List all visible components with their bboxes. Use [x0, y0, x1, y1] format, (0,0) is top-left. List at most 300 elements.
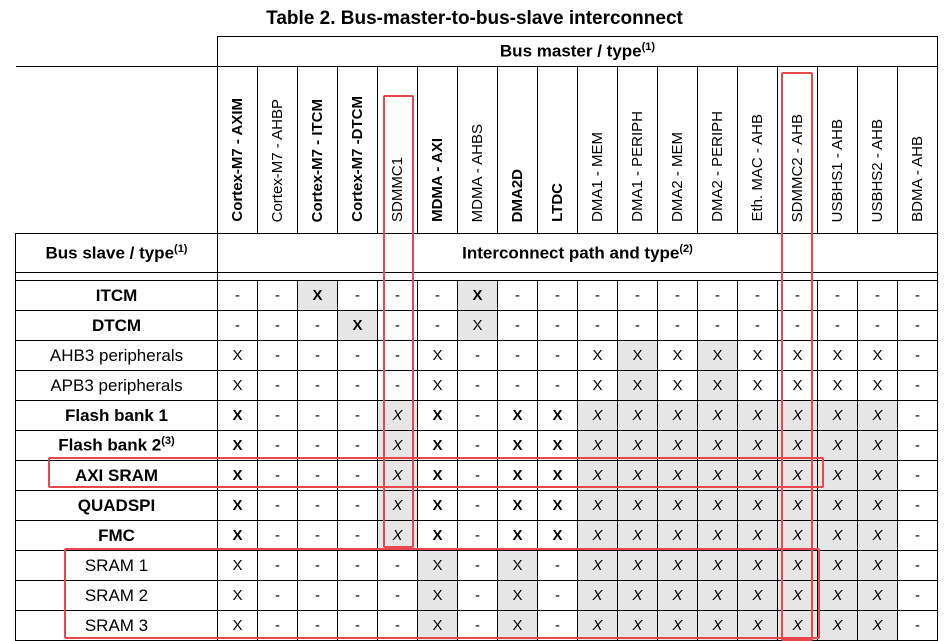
- interconnect-cell: -: [258, 311, 298, 341]
- interconnect-cell: X: [658, 581, 698, 611]
- interconnect-cell: X: [658, 551, 698, 581]
- interconnect-cell: X: [658, 521, 698, 551]
- interconnect-cell: -: [418, 311, 458, 341]
- interconnect-cell: X: [778, 371, 818, 401]
- interconnect-cell: X: [778, 401, 818, 431]
- interconnect-cell: -: [258, 611, 298, 641]
- master-header-cell: [458, 67, 498, 234]
- interconnect-cell: X: [578, 431, 618, 461]
- interconnect-cell: -: [378, 371, 418, 401]
- interconnect-cell: X: [818, 491, 858, 521]
- interconnect-cell: X: [818, 551, 858, 581]
- master-name: MDMA - AXI: [429, 138, 446, 222]
- interconnect-cell: X: [498, 461, 538, 491]
- interconnect-cell: -: [258, 551, 298, 581]
- master-header-cell: [698, 67, 738, 234]
- interconnect-cell: -: [498, 341, 538, 371]
- interconnect-cell: X: [578, 401, 618, 431]
- interconnect-cell: X: [658, 401, 698, 431]
- interconnect-cell: -: [338, 401, 378, 431]
- table-row: [16, 491, 938, 521]
- interconnect-cell: -: [378, 581, 418, 611]
- slave-name-cell: [16, 521, 218, 551]
- interconnect-cell: -: [538, 551, 578, 581]
- interconnect-cell: -: [298, 551, 338, 581]
- interconnect-cell: -: [338, 461, 378, 491]
- interconnect-cell: X: [578, 581, 618, 611]
- interconnect-cell: -: [258, 401, 298, 431]
- interconnect-cell: -: [498, 311, 538, 341]
- interconnect-cell: X: [818, 371, 858, 401]
- interconnect-cell: -: [338, 341, 378, 371]
- interconnect-cell: X: [658, 341, 698, 371]
- master-name: SDMMC1: [389, 156, 406, 222]
- interconnect-cell: X: [498, 431, 538, 461]
- master-name: DMA2 - PERIPH: [709, 111, 726, 222]
- interconnect-cell: -: [258, 491, 298, 521]
- interconnect-cell: -: [378, 311, 418, 341]
- interconnect-cell: X: [618, 341, 658, 371]
- bus-slave-header: [16, 234, 218, 273]
- interconnect-cell: X: [698, 611, 738, 641]
- interconnect-cell: -: [698, 281, 738, 311]
- interconnect-cell: X: [738, 371, 778, 401]
- interconnect-cell: X: [858, 341, 898, 371]
- interconnect-cell: X: [858, 521, 898, 551]
- slave-note: (3): [161, 435, 175, 448]
- interconnect-cell: X: [218, 611, 258, 641]
- interconnect-cell: -: [298, 401, 338, 431]
- interconnect-cell: X: [498, 491, 538, 521]
- interconnect-cell: X: [858, 491, 898, 521]
- interconnect-cell: X: [338, 311, 378, 341]
- slave-name: APB3 peripherals: [50, 375, 183, 395]
- interconnect-cell: -: [298, 611, 338, 641]
- slave-name-cell: [16, 371, 218, 401]
- master-name: Cortex-M7 -DTCM: [349, 96, 366, 222]
- interconnect-cell: -: [378, 281, 418, 311]
- interconnect-cell: X: [738, 551, 778, 581]
- interconnect-cell: -: [218, 311, 258, 341]
- interconnect-cell: -: [338, 371, 378, 401]
- slave-name: SRAM 1: [84, 555, 149, 575]
- interconnect-cell: -: [818, 281, 858, 311]
- interconnect-cell: -: [378, 551, 418, 581]
- slave-name: AHB3 peripherals: [49, 345, 184, 365]
- interconnect-cell: -: [338, 551, 378, 581]
- interconnect-cell: X: [738, 491, 778, 521]
- master-header-cell: [618, 67, 658, 234]
- master-name: DMA1 - PERIPH: [629, 111, 646, 222]
- interconnect-cell: X: [298, 281, 338, 311]
- interconnect-cell: -: [778, 281, 818, 311]
- interconnect-cell: -: [458, 611, 498, 641]
- master-header-cell: [378, 67, 418, 234]
- bus-slave-note: (1): [174, 242, 188, 255]
- interconnect-cell: X: [218, 491, 258, 521]
- interconnect-cell: -: [458, 431, 498, 461]
- interconnect-cell: -: [458, 341, 498, 371]
- interconnect-cell: X: [618, 461, 658, 491]
- interconnect-cell: X: [458, 311, 498, 341]
- interconnect-cell: -: [498, 281, 538, 311]
- interconnect-cell: X: [578, 491, 618, 521]
- interconnect-cell: X: [778, 611, 818, 641]
- slave-name: SRAM 2: [84, 585, 149, 605]
- interconnect-cell: X: [778, 581, 818, 611]
- interconnect-cell: X: [738, 461, 778, 491]
- slave-name-cell: [16, 431, 218, 461]
- interconnect-cell: X: [818, 521, 858, 551]
- slave-name-cell: [16, 491, 218, 521]
- interconnect-cell: -: [338, 431, 378, 461]
- interconnect-cell: -: [378, 611, 418, 641]
- interconnect-cell: X: [538, 521, 578, 551]
- interconnect-cell: -: [898, 371, 938, 401]
- interconnect-cell: X: [658, 461, 698, 491]
- slave-name-cell: [16, 401, 218, 431]
- interconnect-cell: X: [738, 401, 778, 431]
- table-row: [16, 401, 938, 431]
- master-name: Cortex-M7 - AHBP: [269, 98, 286, 222]
- interconnect-cell: X: [738, 611, 778, 641]
- interconnect-cell: -: [898, 311, 938, 341]
- master-name: DMA1 - MEM: [589, 132, 606, 222]
- table-body: [16, 281, 938, 641]
- interconnect-cell: X: [538, 431, 578, 461]
- interconnect-cell: X: [858, 371, 898, 401]
- interconnect-cell: X: [818, 461, 858, 491]
- master-header-cell: [218, 67, 258, 234]
- master-header-cell: [578, 67, 618, 234]
- interconnect-cell: -: [898, 581, 938, 611]
- interconnect-cell: X: [218, 431, 258, 461]
- master-header-cell: [418, 67, 458, 234]
- interconnect-cell: X: [698, 341, 738, 371]
- interconnect-cell: X: [818, 431, 858, 461]
- interconnect-cell: X: [658, 371, 698, 401]
- bus-master-header-row: [16, 37, 938, 67]
- interconnect-cell: -: [898, 281, 938, 311]
- interconnect-cell: -: [858, 311, 898, 341]
- interconnect-cell: X: [418, 371, 458, 401]
- interconnect-cell: X: [698, 401, 738, 431]
- table-row: [16, 341, 938, 371]
- interconnect-cell: -: [298, 581, 338, 611]
- interconnect-cell: X: [618, 551, 658, 581]
- table-row: [16, 461, 938, 491]
- table-row: [16, 311, 938, 341]
- interconnect-cell: -: [418, 281, 458, 311]
- interconnect-cell: X: [418, 551, 458, 581]
- interconnect-cell: X: [778, 341, 818, 371]
- interconnect-cell: -: [538, 341, 578, 371]
- interconnect-cell: -: [458, 491, 498, 521]
- interconnect-cell: -: [618, 311, 658, 341]
- bus-master-header: [218, 37, 938, 67]
- interconnect-path-header: [218, 234, 938, 273]
- interconnect-cell: -: [658, 311, 698, 341]
- master-header-cell: [538, 67, 578, 234]
- interconnect-cell: -: [258, 431, 298, 461]
- master-name: LTDC: [549, 183, 566, 222]
- interconnect-cell: X: [218, 551, 258, 581]
- spacer-row: [16, 273, 938, 281]
- interconnect-cell: X: [778, 491, 818, 521]
- master-name: USBHS2 - AHB: [869, 118, 886, 222]
- master-header-cell: [898, 67, 938, 234]
- interconnect-cell: X: [498, 521, 538, 551]
- slave-name: Flash bank 1: [65, 405, 168, 425]
- bus-master-note: (1): [641, 41, 656, 54]
- interconnect-cell: X: [538, 401, 578, 431]
- interconnect-cell: -: [258, 281, 298, 311]
- interconnect-cell: X: [418, 461, 458, 491]
- interconnect-cell: X: [418, 611, 458, 641]
- interconnect-cell: -: [378, 341, 418, 371]
- master-name: SDMMC2 - AHB: [789, 113, 806, 222]
- master-names-row: [16, 67, 938, 234]
- interconnect-cell: X: [578, 341, 618, 371]
- slave-name: SRAM 3: [84, 615, 149, 635]
- interconnect-cell: X: [378, 491, 418, 521]
- master-header-cell: [258, 67, 298, 234]
- slave-name-cell: [16, 551, 218, 581]
- interconnect-cell: X: [858, 611, 898, 641]
- interconnect-cell: X: [858, 461, 898, 491]
- interconnect-cell: -: [258, 521, 298, 551]
- interconnect-cell: -: [898, 401, 938, 431]
- interconnect-cell: X: [618, 371, 658, 401]
- interconnect-cell: -: [698, 311, 738, 341]
- interconnect-cell: -: [898, 461, 938, 491]
- interconnect-cell: -: [298, 521, 338, 551]
- interconnect-cell: X: [698, 521, 738, 551]
- table-row: [16, 371, 938, 401]
- interconnect-cell: X: [378, 521, 418, 551]
- interconnect-cell: -: [458, 401, 498, 431]
- interconnect-cell: -: [258, 341, 298, 371]
- interconnect-cell: -: [898, 431, 938, 461]
- interconnect-cell: X: [418, 581, 458, 611]
- interconnect-cell: X: [418, 521, 458, 551]
- interconnect-cell: -: [458, 371, 498, 401]
- interconnect-cell: X: [578, 551, 618, 581]
- interconnect-cell: X: [858, 431, 898, 461]
- interconnect-cell: -: [298, 491, 338, 521]
- interconnect-cell: X: [778, 431, 818, 461]
- master-header-cell: [498, 67, 538, 234]
- interconnect-cell: X: [858, 401, 898, 431]
- interconnect-cell: -: [458, 461, 498, 491]
- interconnect-cell: -: [898, 491, 938, 521]
- interconnect-cell: -: [658, 281, 698, 311]
- interconnect-cell: X: [618, 611, 658, 641]
- corner-cell-2: [16, 67, 218, 234]
- interconnect-cell: X: [658, 611, 698, 641]
- interconnect-cell: X: [378, 431, 418, 461]
- interconnect-cell: -: [338, 611, 378, 641]
- interconnect-cell: X: [738, 341, 778, 371]
- master-header-cell: [818, 67, 858, 234]
- interconnect-cell: -: [458, 581, 498, 611]
- interconnect-cell: -: [298, 311, 338, 341]
- interconnect-cell: X: [498, 401, 538, 431]
- interconnect-cell: X: [658, 431, 698, 461]
- interconnect-cell: X: [458, 281, 498, 311]
- table-title: Table 2. Bus-master-to-bus-slave interconnect: [266, 8, 683, 29]
- table-row: [16, 581, 938, 611]
- interconnect-cell: -: [338, 581, 378, 611]
- slave-name: ITCM: [95, 285, 138, 305]
- interconnect-cell: X: [498, 551, 538, 581]
- interconnect-cell: X: [218, 341, 258, 371]
- interconnect-cell: -: [818, 311, 858, 341]
- interconnect-cell: -: [258, 461, 298, 491]
- interconnect-cell: -: [298, 341, 338, 371]
- table-row: [16, 521, 938, 551]
- table-row: [16, 611, 938, 641]
- interconnect-cell: -: [298, 461, 338, 491]
- interconnect-cell: X: [218, 401, 258, 431]
- interconnect-cell: X: [818, 341, 858, 371]
- interconnect-cell: X: [498, 581, 538, 611]
- interconnect-cell: -: [578, 281, 618, 311]
- master-name: BDMA - AHB: [909, 136, 926, 222]
- interconnect-cell: -: [738, 281, 778, 311]
- interconnect-cell: -: [458, 551, 498, 581]
- interconnect-cell: -: [898, 551, 938, 581]
- interconnect-cell: X: [578, 371, 618, 401]
- interconnect-cell: -: [538, 611, 578, 641]
- slave-name-cell: [16, 281, 218, 311]
- corner-cell: [16, 37, 218, 67]
- interconnect-cell: X: [658, 491, 698, 521]
- slave-name: AXI SRAM: [74, 465, 159, 485]
- interconnect-cell: X: [858, 551, 898, 581]
- interconnect-cell: X: [698, 551, 738, 581]
- interconnect-cell: X: [778, 521, 818, 551]
- master-name: Cortex-M7 - ITCM: [309, 98, 326, 222]
- table-row: [16, 431, 938, 461]
- interconnect-cell: X: [378, 401, 418, 431]
- interconnect-cell: -: [218, 281, 258, 311]
- interconnect-cell: X: [738, 581, 778, 611]
- interconnect-cell: X: [218, 581, 258, 611]
- bus-slave-header-row: [16, 234, 938, 273]
- master-name: Eth. MAC - AHB: [749, 114, 766, 222]
- slave-name: Flash bank 2: [58, 435, 162, 455]
- slave-name-cell: [16, 611, 218, 641]
- master-name: DMA2D: [509, 168, 526, 222]
- interconnect-cell: X: [778, 551, 818, 581]
- table-row: [16, 551, 938, 581]
- interconnect-cell: X: [618, 431, 658, 461]
- interconnect-cell: -: [258, 581, 298, 611]
- interconnect-cell: X: [818, 401, 858, 431]
- interconnect-cell: X: [218, 371, 258, 401]
- interconnect-cell: -: [898, 341, 938, 371]
- interconnect-cell: -: [578, 311, 618, 341]
- interconnect-cell: -: [538, 281, 578, 311]
- master-header-cell: [858, 67, 898, 234]
- interconnect-cell: X: [578, 521, 618, 551]
- slave-name-cell: [16, 341, 218, 371]
- interconnect-cell: X: [778, 461, 818, 491]
- table-row: [16, 281, 938, 311]
- master-name: DMA2 - MEM: [669, 132, 686, 222]
- interconnect-cell: X: [818, 611, 858, 641]
- interconnect-cell: -: [338, 491, 378, 521]
- interconnect-cell: X: [818, 581, 858, 611]
- interconnect-cell: -: [738, 311, 778, 341]
- interconnect-cell: X: [698, 431, 738, 461]
- master-header-cell: [658, 67, 698, 234]
- interconnect-cell: X: [418, 431, 458, 461]
- interconnect-cell: -: [778, 311, 818, 341]
- interconnect-table: [15, 36, 938, 641]
- interconnect-cell: X: [698, 581, 738, 611]
- slave-name-cell: [16, 461, 218, 491]
- spacer-cell: [218, 273, 938, 281]
- master-header-cell: [778, 67, 818, 234]
- interconnect-cell: -: [338, 521, 378, 551]
- interconnect-cell: X: [618, 491, 658, 521]
- interconnect-cell: -: [858, 281, 898, 311]
- master-header-cell: [738, 67, 778, 234]
- bus-master-label: Bus master / type: [499, 41, 642, 61]
- interconnect-cell: -: [298, 371, 338, 401]
- interconnect-cell: -: [338, 281, 378, 311]
- interconnect-cell: -: [898, 521, 938, 551]
- slave-name-cell: [16, 311, 218, 341]
- interconnect-cell: -: [618, 281, 658, 311]
- interconnect-cell: -: [538, 371, 578, 401]
- interconnect-cell: -: [538, 311, 578, 341]
- slave-name: DTCM: [91, 315, 142, 335]
- interconnect-cell: X: [578, 461, 618, 491]
- interconnect-cell: -: [298, 431, 338, 461]
- interconnect-cell: X: [218, 461, 258, 491]
- slave-name: QUADSPI: [77, 495, 156, 515]
- interconnect-cell: -: [498, 371, 538, 401]
- interconnect-cell: X: [538, 491, 578, 521]
- interconnect-cell: X: [738, 431, 778, 461]
- interconnect-cell: -: [538, 581, 578, 611]
- interconnect-cell: X: [618, 401, 658, 431]
- interconnect-cell: X: [698, 461, 738, 491]
- interconnect-cell: X: [738, 521, 778, 551]
- interconnect-cell: X: [618, 581, 658, 611]
- interconnect-cell: X: [698, 491, 738, 521]
- interconnect-cell: X: [698, 371, 738, 401]
- master-name: Cortex-M7 - AXIM: [229, 98, 246, 222]
- master-header-cell: [338, 67, 378, 234]
- interconnect-cell: X: [578, 611, 618, 641]
- bus-slave-label: Bus slave / type: [45, 243, 175, 263]
- interconnect-cell: X: [538, 461, 578, 491]
- interconnect-cell: X: [618, 521, 658, 551]
- interconnect-cell: X: [378, 461, 418, 491]
- master-name: MDMA - AHBS: [469, 123, 486, 222]
- interconnect-cell: -: [898, 611, 938, 641]
- slave-name-cell: [16, 581, 218, 611]
- interconnect-cell: -: [458, 521, 498, 551]
- interconnect-cell: X: [498, 611, 538, 641]
- interconnect-cell: X: [418, 341, 458, 371]
- master-name: USBHS1 - AHB: [829, 118, 846, 222]
- spacer-cell: [16, 273, 218, 281]
